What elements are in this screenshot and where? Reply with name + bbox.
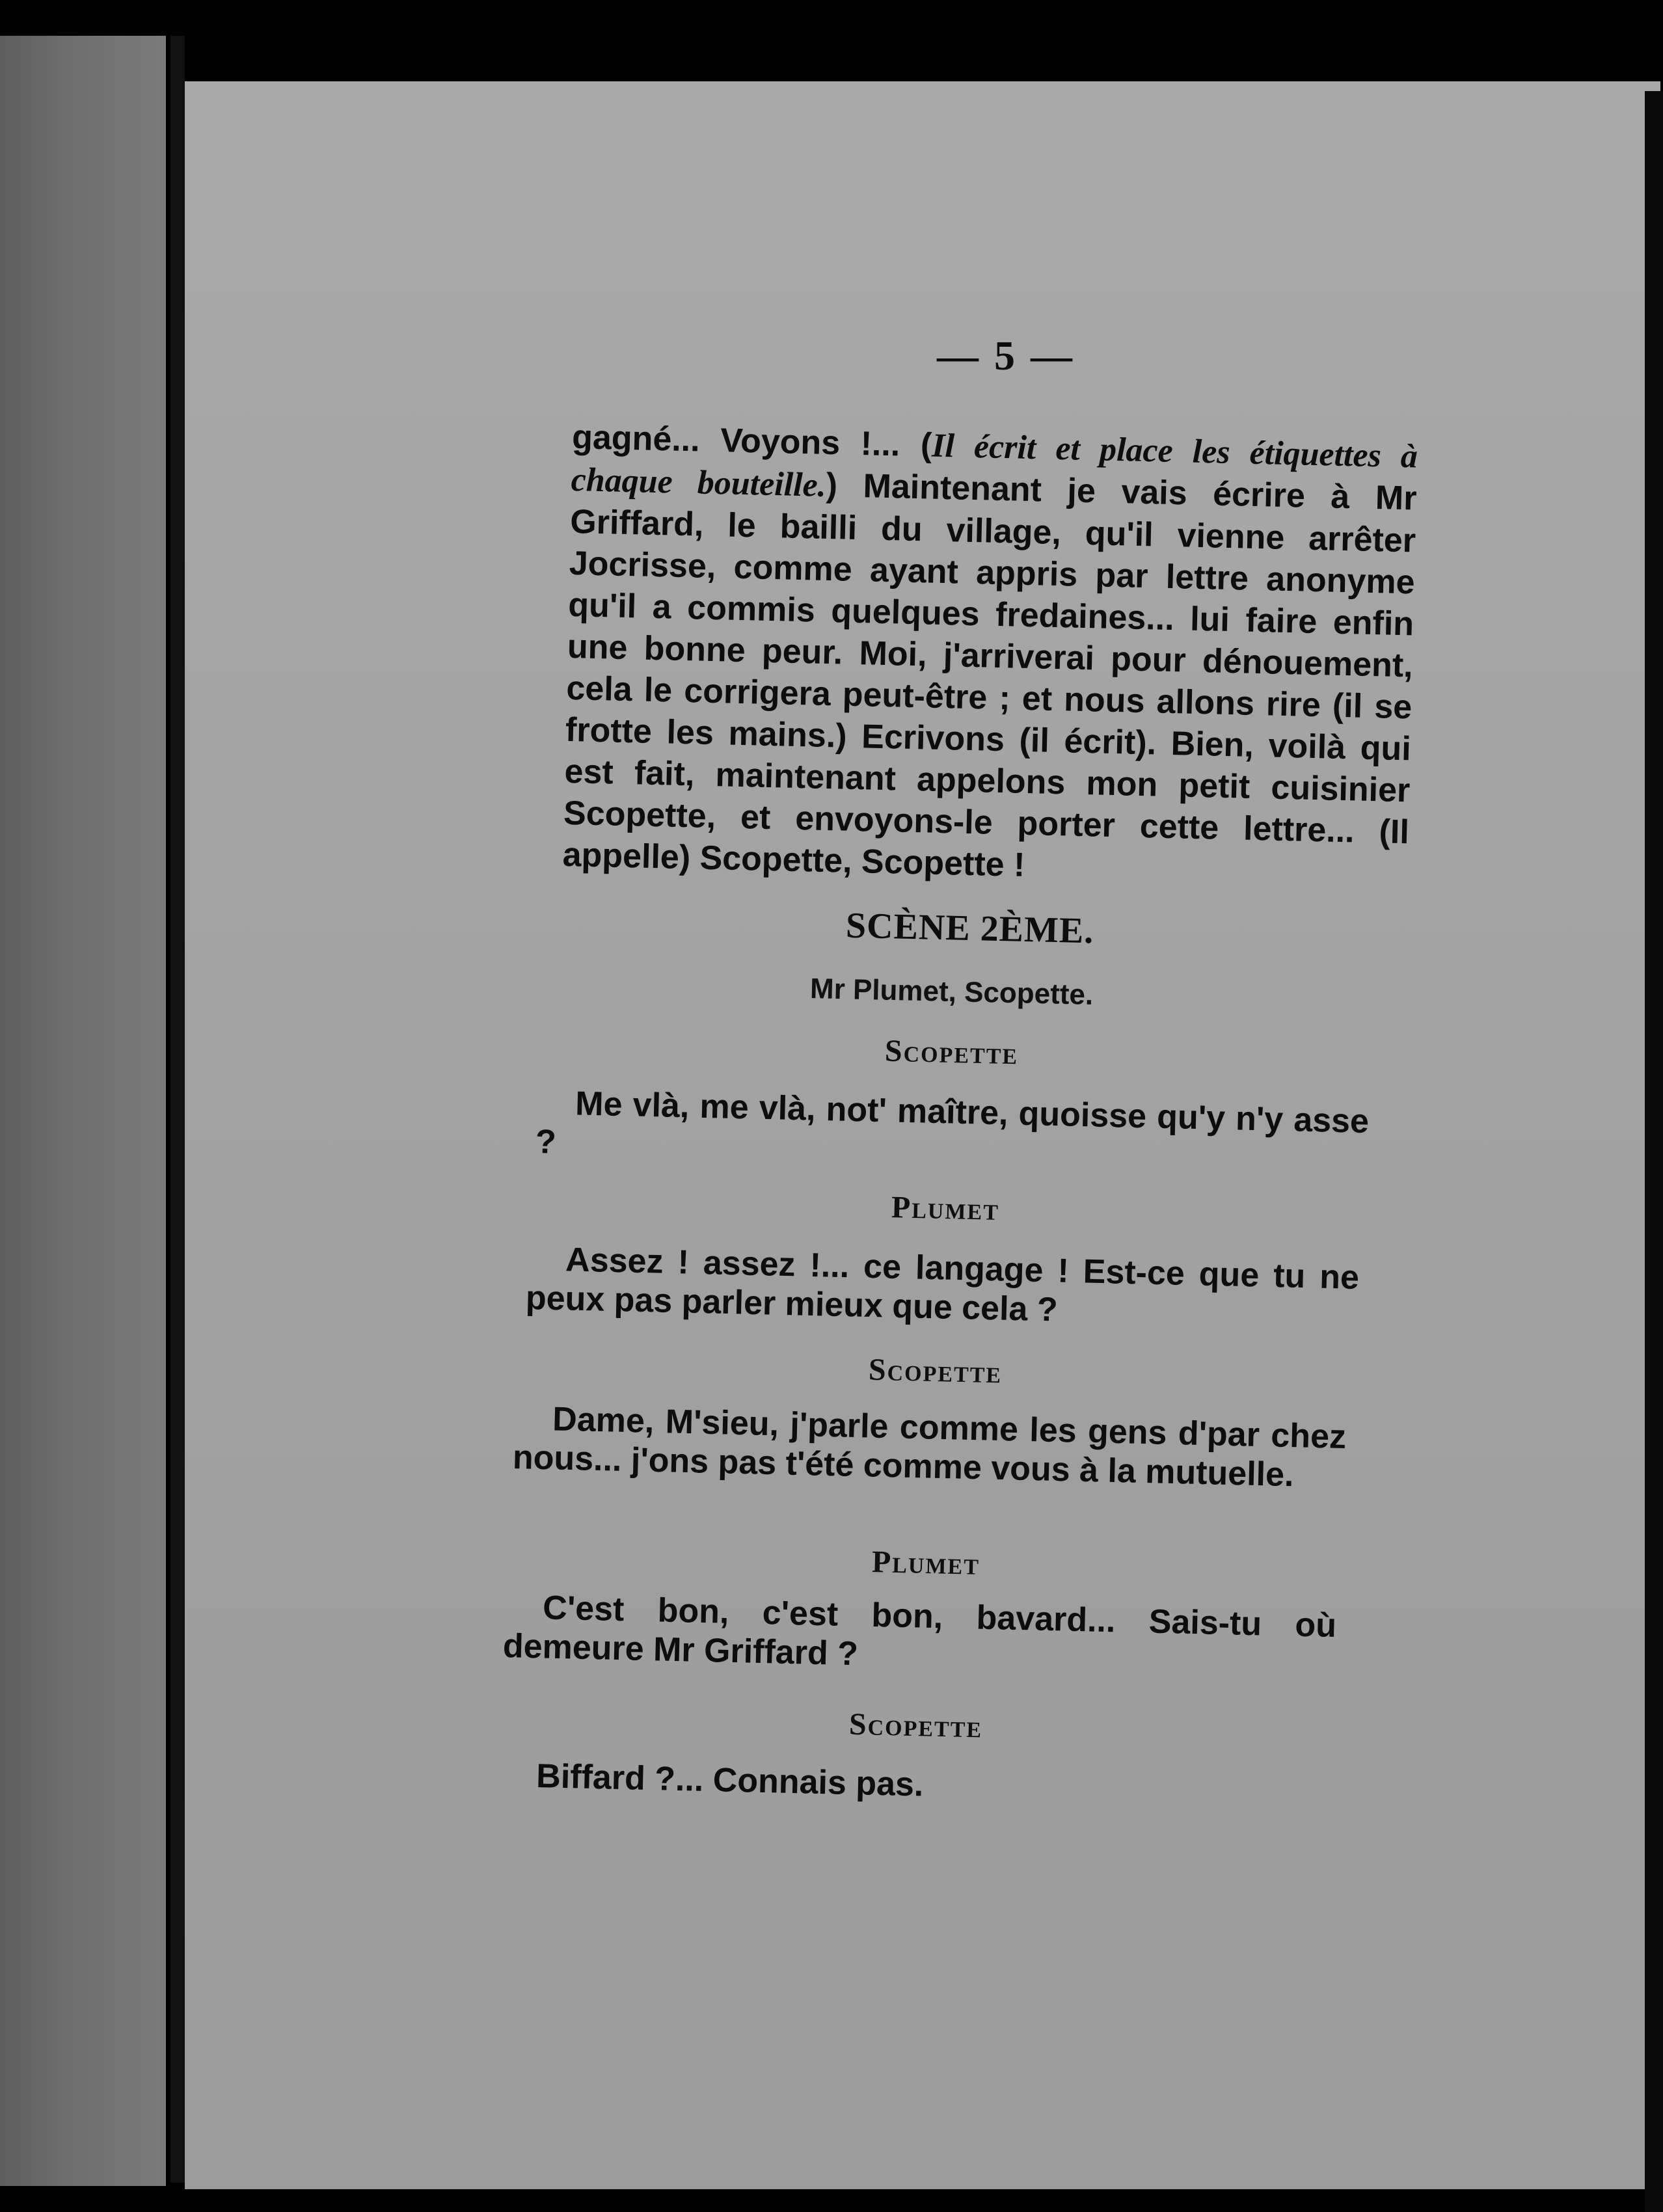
scan-right-border bbox=[1645, 91, 1663, 2212]
intro-text-after: ) Maintenant je vais écrire à Mr Griffard, le bailli du village, qu'il vienne arrêter Jocrisse, comme ayant appris par lettre anonyme qu'il a commis quelques fredaines... lui faire enfin une bonne peur. Moi, j'arriverai pour dénouement, cela le corrigera peut-être ; et nous allons rire (il se frotte les mains.) Ecrivons (il écrit). Bien, voilà qui est fait, maintenant appelons mon petit cuisinier Scopette, et envoyons-le porter cette lettre... (Il appelle) Scopette, Scopette ! bbox=[562, 466, 1418, 884]
speech-text: Assez ! assez !... ce langage ! Est-ce que tu ne peux pas parler mieux que cela ? bbox=[525, 1241, 1360, 1329]
speaker-name: Plumet bbox=[891, 1190, 1000, 1227]
book-spine bbox=[170, 36, 185, 2183]
speech-text: C'est bon, c'est bon, bavard... Sais-tu où demeure Mr Griffard ? bbox=[502, 1589, 1337, 1673]
intro-paragraph bbox=[562, 416, 1418, 895]
left-page-leaf bbox=[0, 36, 166, 2186]
scene-title: SCÈNE 2ÈME. bbox=[845, 905, 1094, 952]
page-number: — 5 — bbox=[937, 332, 1075, 379]
speech-text: Dame, M'sieu, j'parle comme les gens d'par chez nous... j'ons pas t'été comme vous à la mutuelle. bbox=[512, 1400, 1347, 1494]
speaker-name: Scopette bbox=[884, 1033, 1019, 1072]
intro-text bbox=[562, 416, 1418, 895]
speech-text: Biffard ?... Connais pas. bbox=[535, 1757, 925, 1804]
intro-text-before: gagné... Voyons !... ( bbox=[571, 418, 932, 465]
scene-characters: Mr Plumet, Scopette. bbox=[809, 973, 1094, 1011]
scan-top-border bbox=[0, 0, 1663, 39]
stage-direction-italic: Il écrit et place les étiquettes à chaque bouteille. bbox=[571, 427, 1418, 504]
speaker-name: Scopette bbox=[848, 1706, 983, 1745]
speech-text: Me vlà, me vlà, not' maître, quoisse qu'y n'y asse ? bbox=[535, 1085, 1370, 1161]
speaker-name: Scopette bbox=[868, 1352, 1003, 1390]
speaker-name: Plumet bbox=[871, 1544, 980, 1582]
